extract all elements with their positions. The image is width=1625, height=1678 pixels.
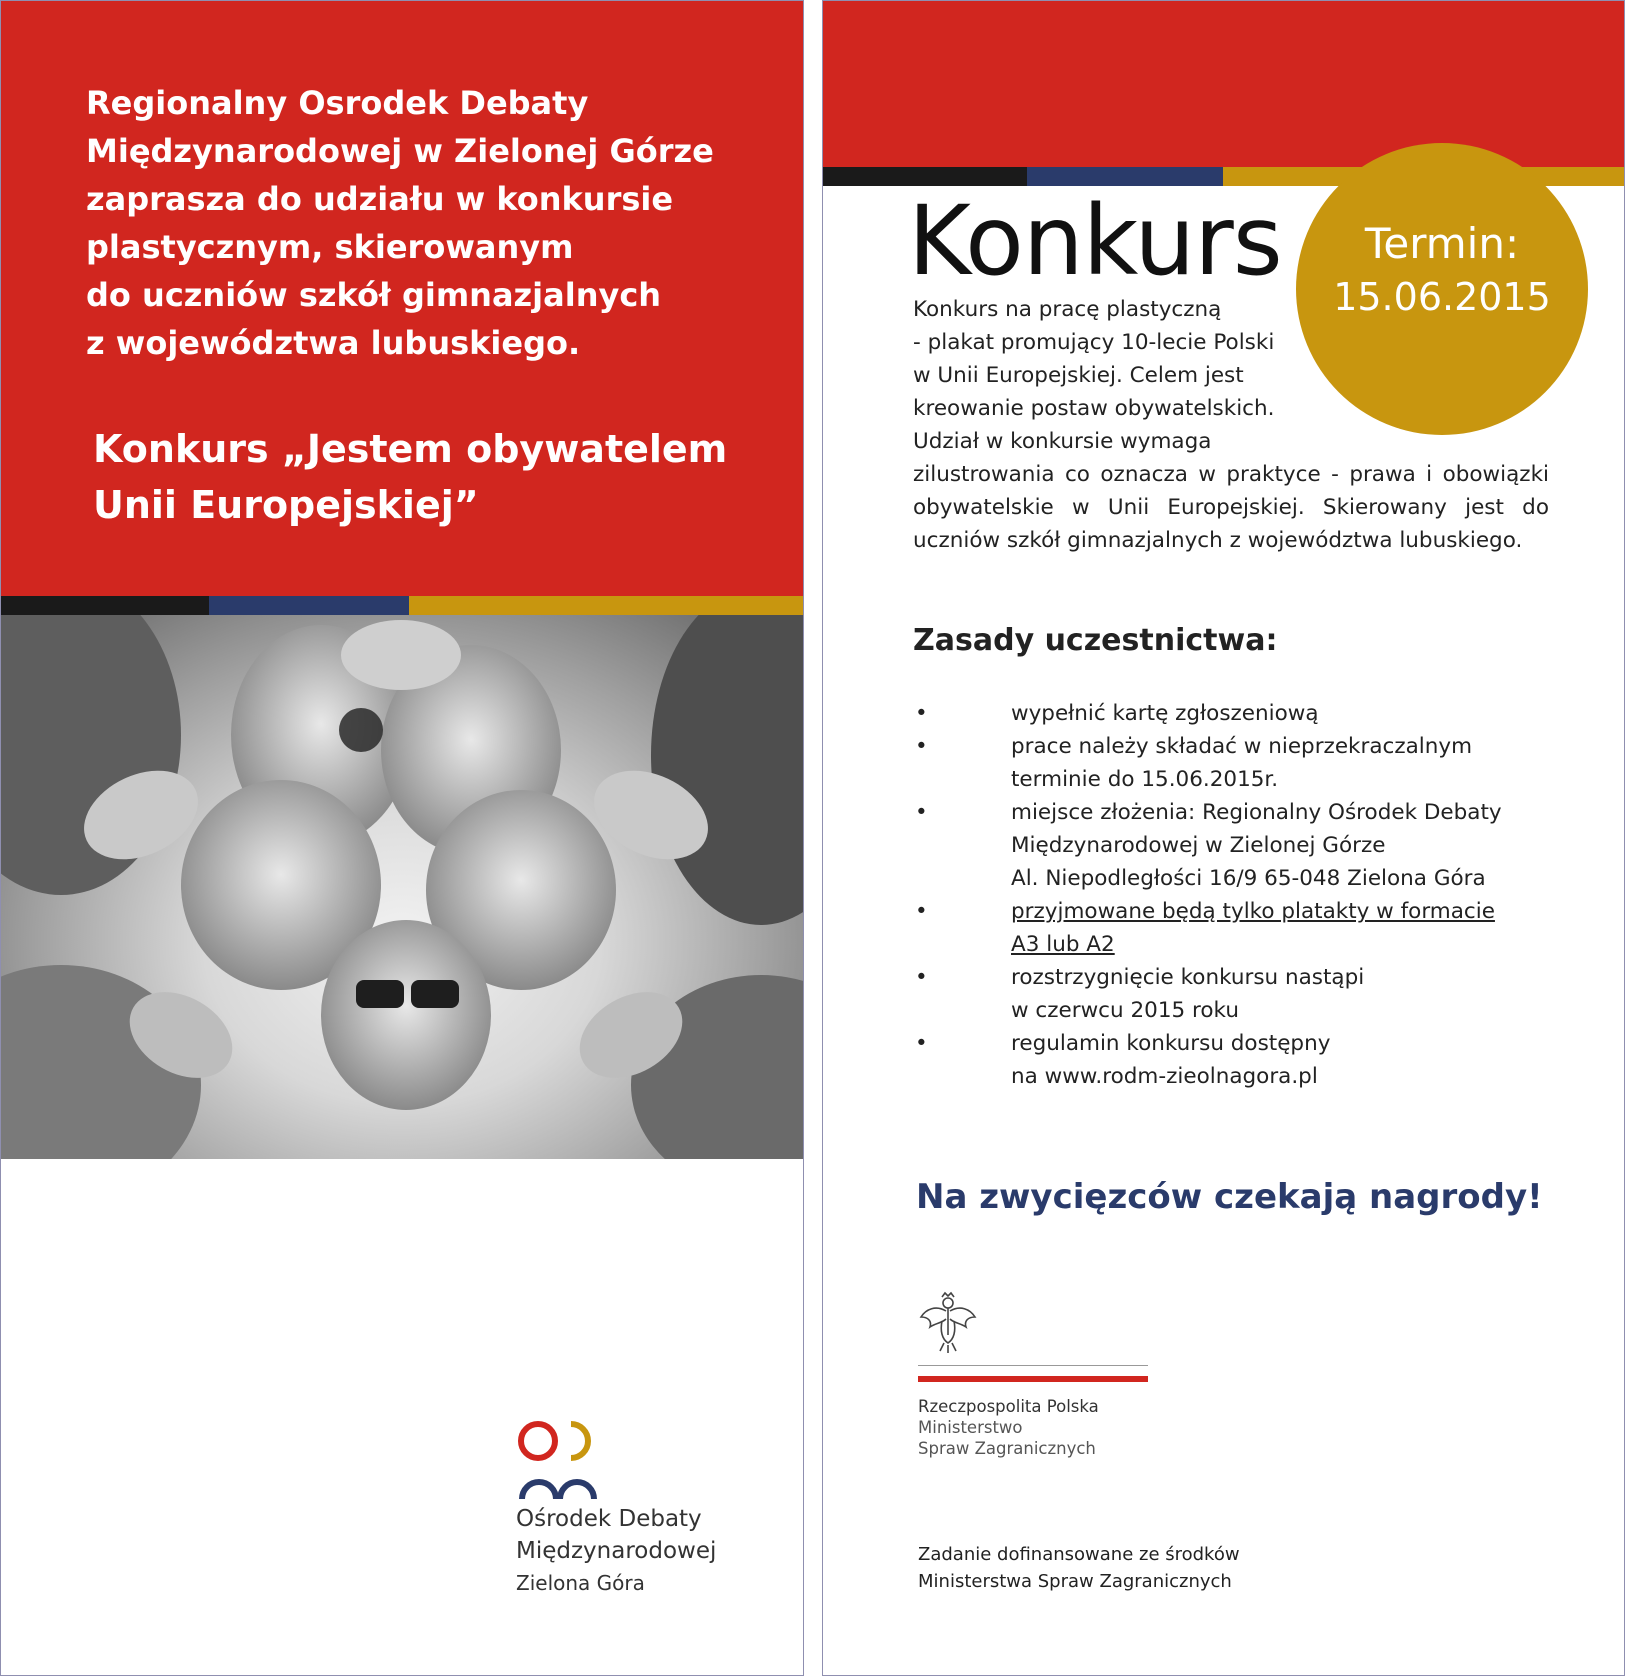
contest-title: Konkurs „Jestem obywatelem Unii Europejskiej” (93, 427, 728, 527)
stripe-black (1, 596, 209, 615)
bullet-icon: • (915, 800, 928, 825)
list-item (913, 730, 1553, 796)
bullet-icon: • (915, 734, 928, 759)
logo-line-2: Międzynarodowej (516, 1538, 717, 1564)
stripe-navy (1027, 167, 1223, 186)
list-item (913, 961, 1553, 1027)
flag-line-red (918, 1376, 1148, 1382)
desc-line-4: kreowanie postaw obywatelskich. (913, 396, 1275, 421)
list-item (913, 796, 1553, 895)
bullet-icon: • (915, 965, 928, 990)
rule-text: przyjmowane będą tylko platakty w formacie A3 lub A2 (1011, 899, 1495, 957)
bullet-icon: • (915, 1031, 928, 1056)
logo-line-3: Zielona Góra (516, 1571, 645, 1595)
bullet-icon: • (915, 899, 928, 924)
ministry-logo-text (918, 1396, 1099, 1459)
rules-heading: Zasady uczestnictwa: (913, 623, 1278, 658)
list-item (913, 1027, 1553, 1093)
ministry-line-2: Ministerstwo (918, 1418, 1023, 1437)
contest-description (913, 293, 1549, 557)
rule-text: wypełnić kartę zgłoszeniową (1011, 701, 1319, 726)
list-item (913, 697, 1553, 730)
invitation-text: Regionalny Osrodek Debaty Międzynarodowej w Zielonej Górze zaprasza do udziału w konkursie plastycznym, skierowanym do uczniów szkół gimnazjalnych z województwa lubuskiego. (86, 84, 714, 362)
deadline-label: Termin: (1364, 219, 1520, 268)
flag-line-grey (918, 1365, 1148, 1366)
rule-text: prace należy składać w nieprzekraczalnym terminie do 15.06.2015r. (1011, 734, 1473, 792)
stripe-gold (409, 596, 803, 615)
stripe-navy (209, 596, 409, 615)
bullet-icon: • (915, 701, 928, 726)
funding-line-1: Zadanie dofinansowane ze środków (918, 1544, 1240, 1565)
desc-line-2: - plakat promujący 10-lecie Polski (913, 330, 1275, 355)
desc-line-1: Konkurs na pracę plastyczną (913, 297, 1222, 322)
desc-paragraph: zilustrowania co oznacza w praktyce - prawa i obowiązki obywatelskie w Unii Europejskiej. Skierowany jest do uczniów szkół gimnazjalnych z województwa lubuskiego. (913, 462, 1549, 553)
list-item (913, 895, 1553, 961)
ministry-line-1: Rzeczpospolita Polska (918, 1397, 1099, 1416)
left-panel (0, 0, 804, 1676)
red-header-band (823, 1, 1624, 167)
page-heading: Konkurs (908, 185, 1282, 297)
ministry-line-3: Spraw Zagranicznych (918, 1439, 1096, 1458)
odm-logo-icon (516, 1419, 611, 1501)
funding-note (918, 1541, 1240, 1595)
rule-text: rozstrzygnięcie konkursu nastąpi w czerwcu 2015 roku (1011, 965, 1365, 1023)
odm-logo-text (516, 1503, 716, 1599)
rule-text: miejsce złożenia: Regionalny Ośrodek Debaty Międzynarodowej w Zielonej Górze Al. Niepodległości 16/9 65-048 Zielona Góra (1011, 800, 1502, 891)
desc-line-5: Udział w konkursie wymaga (913, 429, 1212, 454)
prize-announcement: Na zwycięzców czekają nagrody! (916, 1177, 1543, 1217)
right-panel (822, 0, 1625, 1676)
rules-list (913, 697, 1553, 1093)
deadline-date: 15.06.2015 (1333, 275, 1551, 319)
logo-line-1: Ośrodek Debaty (516, 1506, 702, 1532)
group-photo (1, 615, 803, 1159)
photo-illustration (1, 615, 803, 1159)
rule-text: regulamin konkursu dostępny na www.rodm-zieolnagora.pl (1011, 1031, 1331, 1089)
desc-line-3: w Unii Europejskiej. Celem jest (913, 363, 1244, 388)
polish-eagle-icon (918, 1291, 978, 1355)
funding-line-2: Ministerstwa Spraw Zagranicznych (918, 1571, 1232, 1592)
stripe-black (823, 167, 1027, 186)
